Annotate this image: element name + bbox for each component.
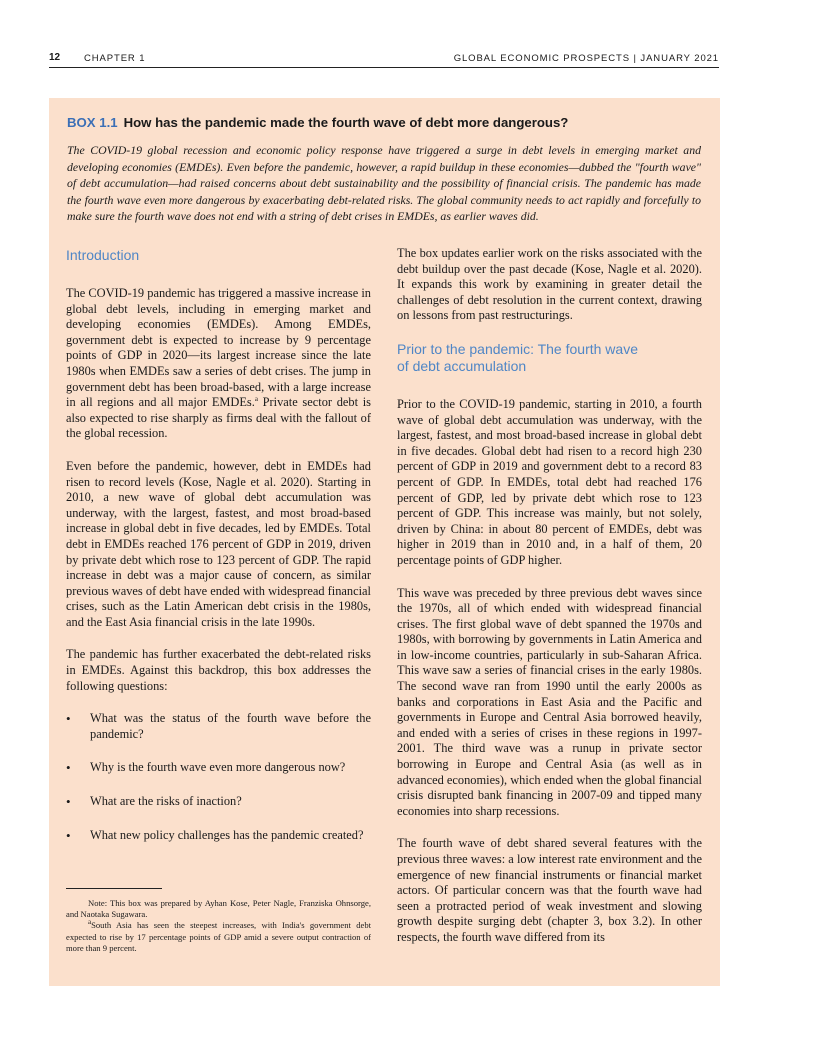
paragraph: Prior to the COVID-19 pandemic, starting in 2010, a fourth wave of global debt accumulation was underway, with the largest, fastest, and most broad-based increase in global debt in five decades. Global debt had risen to a record high 230 percent of GDP in 2019 and government debt to a record 83 percent of GDP. In EMDEs, total debt had reached 176 percent of GDP, led by private debt which rose to 123 percent of GDP. This increase was mainly, but not solely, driven by China: in about 80 percent of EMDEs, debt was higher in 2019 than in 2010 and, in a half of them, 20 percentage points of GDP higher. bbox=[397, 396, 702, 567]
footnote-mark: a bbox=[88, 918, 92, 927]
footnote-rule bbox=[66, 888, 162, 889]
paragraph: The fourth wave of debt shared several features with the previous three waves: a low interest rate environment and the emergence of new financial instruments or financial market actors. Of particular concern was that the fourth wave had seen a protracted period of weak investment and slowing growth despite surging debt (chapter 3, box 3.2). In other respects, the fourth wave differed from its bbox=[397, 836, 702, 944]
list-item: • Why is the fourth wave even more dangerous now? bbox=[66, 760, 371, 776]
box-panel bbox=[49, 98, 720, 986]
footnote-note: Note: This box was prepared by Ayhan Kose, Peter Nagle, Franziska Ohnsorge, and Naotaka Sugawara. bbox=[66, 898, 371, 920]
running-header bbox=[49, 51, 719, 67]
left-column bbox=[66, 246, 371, 861]
paragraph bbox=[66, 286, 371, 442]
question-list bbox=[66, 711, 371, 843]
chapter-label: CHAPTER 1 bbox=[84, 53, 146, 64]
page-number: 12 bbox=[49, 52, 61, 63]
paragraph-text: The COVID-19 pandemic has triggered a massive increase in global debt levels, including in emerging market and developing economies (EMDEs). Among EMDEs, government debt is expected to increase by 9 percentage points of GDP in 2020—its largest increase since the late 1980s when EMDEs saw a series of debt crises. The jump in government debt has been broad-based, with a large increase in all regions and all major EMDEs. bbox=[66, 286, 371, 410]
heading-line: Prior to the pandemic: The fourth wave bbox=[397, 340, 638, 357]
paragraph: The box updates earlier work on the risks associated with the debt buildup over the past decade (Kose, Nagle et al. 2020). It expands this work by examining in greater detail the challenges of debt resolution in the current context, drawing on lessons from past restructurings. bbox=[397, 246, 702, 323]
section-heading-introduction: Introduction bbox=[66, 247, 140, 263]
heading-line: of debt accumulation bbox=[397, 357, 527, 374]
box-label: BOX 1.1 bbox=[67, 115, 118, 130]
paragraph-text: Private sector debt is also expected to rise sharply as firms deal with the fallout of the global recession. bbox=[66, 395, 371, 441]
list-item: • What new policy challenges has the pandemic created? bbox=[66, 828, 371, 844]
box-abstract: The COVID-19 global recession and economic policy response have triggered a surge in debt levels in emerging market and developing economies (EMDEs). Even before the pandemic, however, a rapid buildup in these economies—dubbed the "fourth wave" of debt accumulation—had raised concerns about debt sustainability and the possibility of financial crisis. The pandemic has made the fourth wave even more dangerous by exacerbating debt-related risks. The global community needs to act rapidly and forcefully to make sure the fourth wave does not end with a string of debt crises in EMDEs, as earlier waves did. bbox=[67, 143, 701, 223]
paragraph: Even before the pandemic, however, debt in EMDEs had risen to record levels (Kose, Nagle et al. 2020). Starting in 2010, a new wave of global debt accumulation was underway, with the largest, fastest, and most broad-based increase in global debt in five decades, led by EMDEs. Total debt in EMDEs reached 176 percent of GDP in 2019, driven by private debt which rose to 123 percent of GDP. The rapid increase in debt was a major cause of concern, as similar previous waves of debt have ended with widespread financial crises, such as the Latin American debt crisis in the 1980s, and the East Asia financial crisis in the late 1990s. bbox=[66, 458, 371, 629]
box-title bbox=[67, 115, 707, 130]
section-heading-prior-to-pandemic bbox=[397, 341, 702, 375]
footnote-ref[interactable]: a bbox=[254, 395, 258, 404]
footnote-text: South Asia has seen the steepest increases, with India's government debt expected to rise by 17 percentage points of GDP amid a severe output contraction of more than 9 percent. bbox=[66, 920, 371, 953]
list-item: • What are the risks of inaction? bbox=[66, 794, 371, 810]
header-rule bbox=[49, 67, 719, 68]
paragraph: The pandemic has further exacerbated the debt-related risks in EMDEs. Against this backdrop, this box addresses the following questions: bbox=[66, 647, 371, 693]
footnote-a bbox=[66, 920, 371, 954]
paragraph: This wave was preceded by three previous debt waves since the 1970s, all of which ended with widespread financial crises. The first global wave of debt spanned the 1970s and 1980s, with borrowing by governments in Latin America and in low-income countries, particularly in sub-Saharan Africa. This wave saw a series of financial crises in the early 1980s. The second wave ran from 1990 until the early 2000s as banks and corporations in East Asia and the Pacific and governments in Europe and Central Asia borrowed heavily, and ended with a series of crises in these regions in 1997-2001. The third wave was a runup in private sector borrowing in Europe and Central Asia (as well as in advanced economies), which ended when the global financial crisis disrupted bank financing in 2007-09 and tipped many economies into sharp recessions. bbox=[397, 585, 702, 818]
footnotes bbox=[66, 898, 371, 954]
box-title-text: How has the pandemic made the fourth wave of debt more dangerous? bbox=[123, 115, 569, 130]
list-item: • What was the status of the fourth wave before the pandemic? bbox=[66, 711, 371, 742]
publication-title: GLOBAL ECONOMIC PROSPECTS | JANUARY 2021 bbox=[453, 53, 719, 64]
right-column bbox=[397, 246, 702, 963]
